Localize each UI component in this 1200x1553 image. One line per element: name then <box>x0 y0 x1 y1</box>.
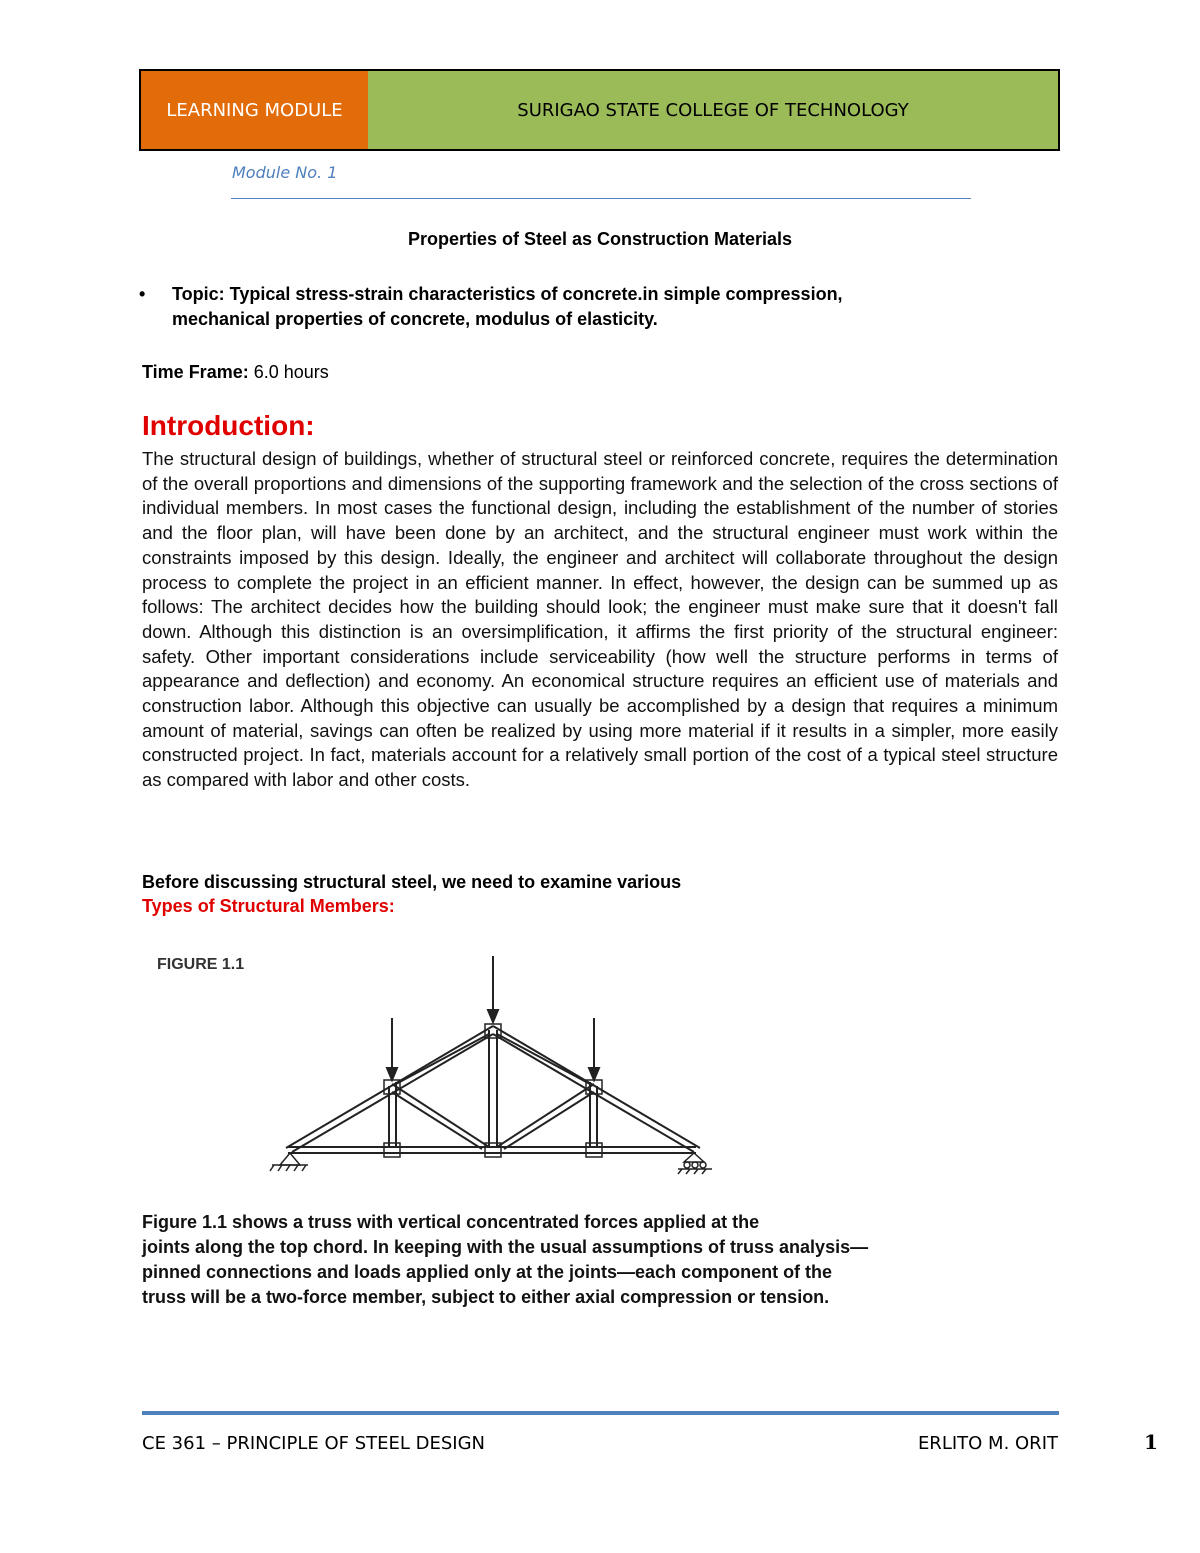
caption-line: truss will be a two-force member, subject to either axial compression or tension. <box>142 1287 830 1307</box>
caption-line: Figure 1.1 shows a truss with vertical concentrated forces applied at the <box>142 1212 760 1232</box>
learning-module-label: LEARNING MODULE <box>141 71 368 149</box>
truss-figure <box>268 950 718 1175</box>
time-frame <box>142 362 329 383</box>
topic-text <box>172 282 1019 332</box>
topic-item <box>139 282 1019 332</box>
course-title: CE 361 – PRINCIPLE OF STEEL DESIGN <box>142 1433 485 1454</box>
caption-line: joints along the top chord. In keeping with the usual assumptions of truss analysis— <box>142 1237 869 1257</box>
introduction-heading: Introduction: <box>142 410 315 441</box>
before-discussing-text: Before discussing structural steel, we need to examine various <box>142 872 682 892</box>
figure-label: FIGURE 1.1 <box>157 956 245 973</box>
caption-line: pinned connections and loads applied only at the joints—each component of the <box>142 1262 833 1282</box>
figure-caption <box>142 1210 1042 1310</box>
author-name: ERLITO M. ORIT <box>917 1433 1058 1454</box>
load-arrows <box>387 956 599 1080</box>
topic-line-1: Topic: Typical stress-strain characteristics of concrete.in simple compression, <box>172 284 843 304</box>
module-number: Module No. 1 <box>232 163 338 182</box>
time-frame-value: 6.0 hours <box>248 362 329 382</box>
gusset-plates <box>384 1024 602 1157</box>
topic-line-2: mechanical properties of concrete, modulus of elasticity. <box>172 309 658 329</box>
footer-divider <box>142 1411 1059 1415</box>
document-title: Properties of Steel as Construction Materials <box>407 229 793 249</box>
module-divider <box>231 198 971 199</box>
page-number: 1 <box>1144 1430 1158 1454</box>
institution-name: SURIGAO STATE COLLEGE OF TECHNOLOGY <box>368 71 1058 149</box>
introduction-body: The structural design of buildings, whether of structural steel or reinforced concrete, requires the determination of the overall proportions and dimensions of the supporting framework and the selection of the cross sections of individual members. In most cases the functional design, including the establishment of the number of stories and the floor plan, will have been done by an architect, and the structural engineer must work within the constraints imposed by this design. Ideally, the engineer and architect will collaborate throughout the design process to complete the project in an efficient manner. In effect, however, the design can be summed up as follows: The architect decides how the building should look; the engineer must make sure that it doesn't fall down. Although this distinction is an oversimplification, it affirms the first priority of the structural engineer: safety. Other important considerations include serviceability (how well the structure performs in terms of appearance and deflection) and economy. An economical structure requires an efficient use of materials and construction labor. Although this objective can usually be accomplished by a design that requires a minimum amount of material, savings can often be realized by using more material if it results in a simpler, more easily constructed project. In fact, materials account for a relatively small portion of the cost of a typical steel structure as compared with labor and other costs. <box>142 448 1058 791</box>
module-header-bar <box>139 69 1060 151</box>
bullet-icon: • <box>139 284 146 304</box>
roller-support <box>678 1153 712 1174</box>
time-frame-label: Time Frame: <box>142 362 249 382</box>
truss-members <box>286 1026 700 1153</box>
types-heading: Types of Structural Members: <box>142 896 395 916</box>
pin-support <box>270 1153 308 1171</box>
